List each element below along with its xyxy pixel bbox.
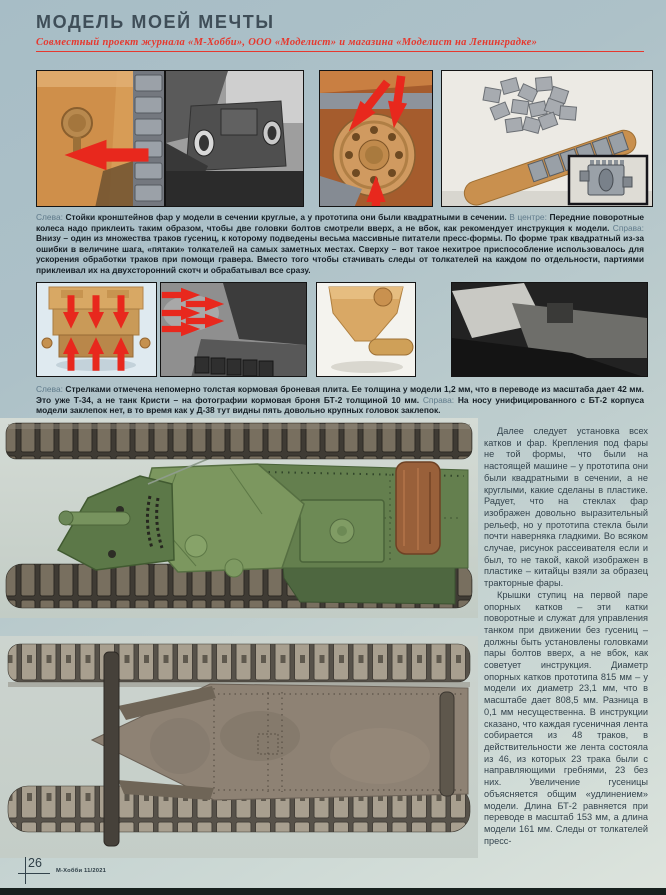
- caption-row2: [36, 384, 644, 416]
- photo-prototype-front-bw: [165, 70, 304, 207]
- photo-tank-top-view: [0, 418, 478, 618]
- caption-text: Внизу – один из множества траков гусениц, к которому подведены весьма массивные питатели пресс-формы. По форме трак квадратный из-за ошибки в величине шага, «пятаки» толкателей на самых заметных местах. Сверху – вот такое нехитрое приспособление использовалось для ускорения обработки траков при помощи гравера. Вместо того чтобы стачивать следы от толкателей на каждом по отдельности, партиями приклеивал их на двухсторонний скотч и обрабатывал все сразу.: [36, 233, 644, 275]
- photo-road-wheel-model: [319, 70, 433, 207]
- page-title: МОДЕЛЬ МОЕЙ МЕЧТЫ: [36, 12, 275, 32]
- caption-lead: В центре:: [509, 212, 547, 222]
- article-paragraph: Крышки ступиц на первой паре опорных катков – эти катки поворотные и служат для управления танком при движении без гусениц – должны быть установлены головками пары болтов вверх, а не вбок, как советует инструкция. Диаметр опорных катков прототипа 815 мм – у модели их диаметр 23,1 мм, что в масштабе дает 808,5 мм. Разница в 0,1 мм несущественна. В инструкции сказано, что каждая гусеничная лента собирается из 48 траков, в действительности же лента состояла из 46, из которых 23 трака были с направляющими гребнями, 23 без них. Увеличение гусеницы объясняется общим «удлинением» модели. Длина БТ-2 равняется при переводе в масштаб 153 мм, а длина модели 161 мм. Следы от толкателей пресс-: [484, 589, 648, 846]
- article-paragraph: Далее следует установка всех катков и фар. Крепления под фары не той формы, что были на настоящей машине – у прототипа они были квадратными в сечении, а не круглыми, какие сделаны в пластике. Радует, что на стеклах фар изображен довольно выразительный рельеф, но у прототипа стекла были почти наверняка гладкими. Во всяком случае, рисунок рассеивателя если и был, то не такой, какой изображен в пластике – китайцы взяли за образец тракторные фары.: [484, 426, 648, 589]
- page-edge: [0, 888, 666, 895]
- photo-row-middle: [36, 282, 648, 377]
- photo-track-links-workbench: [441, 70, 653, 207]
- caption-row1: [36, 212, 644, 275]
- page-subtitle: Совместный проект журнала «М-Хобби», ООО «Моделист» и магазина «Моделист на Ленинградке»: [36, 37, 644, 52]
- inset-track-link-closeup: [569, 156, 647, 204]
- issue-label: М-Хобби 11/2021: [56, 868, 107, 874]
- caption-lead: Слева:: [36, 384, 63, 394]
- page-footer: [18, 855, 158, 887]
- photo-model-rear-plate: [36, 282, 157, 377]
- photo-tank-bottom-view: [0, 636, 478, 858]
- caption-text: На носу унифицированного с БТ-2 корпуса модели заклепок нет, в то время как у Д-38 тут видны пять довольно крупных головок заклепок.: [36, 394, 645, 415]
- caption-text: Передние поворотные колеса надо приклеить таким образом, чтобы две головки болтов смотрели вверх, а не вбок, как рекомендует инструкция к модели.: [36, 212, 644, 233]
- caption-lead: Справа:: [422, 394, 455, 405]
- photo-prototype-nose-bw: [451, 282, 648, 377]
- crop-mark: [18, 873, 50, 874]
- photo-prototype-rear-armor-bw: [160, 282, 307, 377]
- photo-row-top: [36, 70, 653, 207]
- article-body: [484, 426, 648, 878]
- page-number: 26: [28, 856, 42, 870]
- caption-text: Стрелками отмечена непомерно толстая кормовая броневая плита. Ее толщина у модели 1,2 мм, что в переводе из масштаба дает 42 мм. Это уже Т-34, а не танк Кристи – на фотографии кормовая броня БТ-2 толщиной 10 мм.: [36, 384, 645, 405]
- caption-text: Стойки кронштейнов фар у модели в сечении круглые, а у прототипа они были квадратными в сечении.: [65, 212, 507, 222]
- caption-lead: Слева:: [36, 212, 63, 222]
- caption-lead: Справа:: [612, 222, 645, 233]
- crop-mark: [25, 857, 26, 884]
- photo-model-nose: [316, 282, 416, 377]
- photo-headlight-bracket-model: [36, 70, 165, 207]
